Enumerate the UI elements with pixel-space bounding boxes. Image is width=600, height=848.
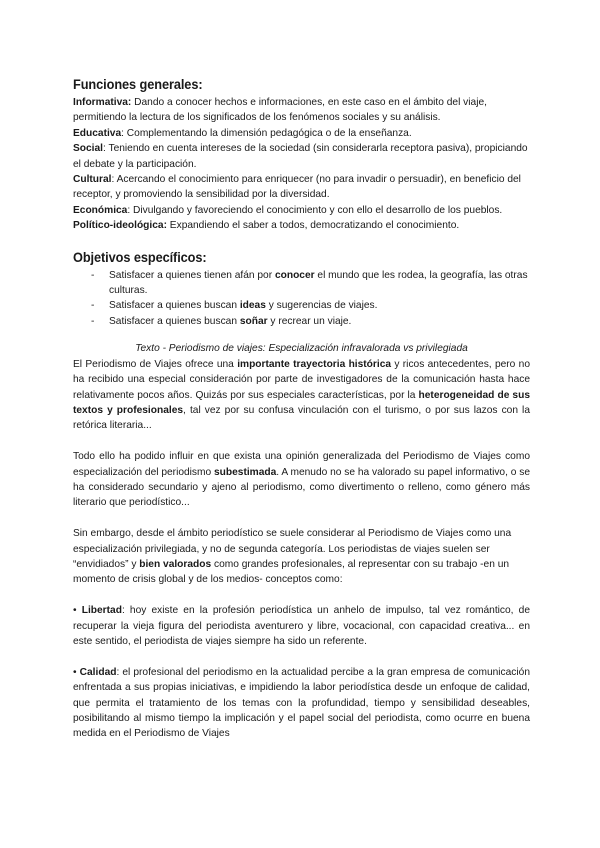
funciones-list bbox=[73, 95, 530, 234]
paragraph-trayectoria: El Periodismo de Viajes ofrece una importante trayectoria histórica y ricos antecedentes, pero no ha recibido una especial consideración por parte de investigadores de la comunicación hasta hace relativamente pocos años. Quizás por sus especiales características, por la heterogeneidad de sus textos y profesionales, tal vez por su confusa vinculación con el turismo, o por sus lazos con la retórica literaria... bbox=[73, 358, 531, 432]
paragraph-subestimada: Todo ello ha podido influir en que exista una opinión generalizada del Periodismo de Viajes como especialización del periodismo subestimada. A menudo no se ha valorado su papel informativo, o se ha considerado secundario y ajeno al periodismo, como divertimento o relleno, como género más literario que periodístico... bbox=[73, 451, 531, 509]
funcion-item: Político-ideológica: Expandiendo el saber a todos, democratizando el conocimiento. bbox=[73, 220, 460, 232]
funcion-item: Educativa: Complementando la dimensión pedagógica o de la enseñanza. bbox=[73, 127, 412, 139]
objetivos-heading: Objetivos específicos: bbox=[73, 249, 207, 265]
paragraph-calidad: • Calidad: el profesional del periodismo en la actualidad percibe a la gran empresa de comunicación enfrentada a sus propias iniciativas, e impidiendo la labor periodística desde un enfoque de calidad, que permita el tratamiento de los temas con la profundidad, tiempo y sensibilidad deseables, posibilitando al mismo tiempo la implicación y el papel social del periodista, como ocurre en buena medida en el Periodismo de Viajes bbox=[73, 666, 530, 740]
texto-subtitle: Texto - Periodismo de viajes: Especialización infravalorada vs privilegiada bbox=[135, 343, 468, 355]
objetivo-item: - Satisfacer a quienes tienen afán por conocer el mundo que les rodea, la geografía, las otras culturas. bbox=[91, 268, 530, 299]
funcion-item: Cultural: Acercando el conocimiento para enriquecer (no para invadir o persuadir), en beneficio del receptor, y promoviendo la sensibilidad por la diversidad. bbox=[73, 174, 521, 201]
funciones-heading: Funciones generales: bbox=[73, 77, 203, 92]
paragraph-libertad: • Libertad: hoy existe en la profesión periodística un anhelo de impulso, tal vez romántico, de recuperar la vieja figura del periodista aventurero y libre, vocacional, con capacidad creativa... en este sentido, el periodista de viajes siempre ha sido un referente. bbox=[73, 605, 530, 647]
funcion-item: Económica: Divulgando y favoreciendo el conocimiento y con ello el desarrollo de los pueblos. bbox=[73, 204, 503, 216]
objetivos-list bbox=[73, 268, 530, 330]
funcion-item: Social: Teniendo en cuenta intereses de la sociedad (sin considerarla receptora pasiva), propiciando el debate y la participación. bbox=[73, 143, 528, 170]
funcion-item: Informativa: Dando a conocer hechos e informaciones, en este caso en el ámbito del viaje, permitiendo la lectura de los significados de los fenómenos sociales y su análisis. bbox=[73, 97, 487, 124]
paragraph-privilegiada: Sin embargo, desde el ámbito periodístico se suele considerar al Periodismo de Viajes como una especialización privilegiada, y no de segunda categoría. Los periodistas de viajes suelen ser “envidiados” y bien valorados como grandes profesionales, al representar con su trabajo -en un momento de crisis global y de los medios- conceptos como: bbox=[73, 528, 512, 586]
objetivo-item: - Satisfacer a quienes buscan ideas y sugerencias de viajes. bbox=[91, 298, 530, 313]
objetivo-item: - Satisfacer a quienes buscan soñar y recrear un viaje. bbox=[91, 314, 530, 329]
